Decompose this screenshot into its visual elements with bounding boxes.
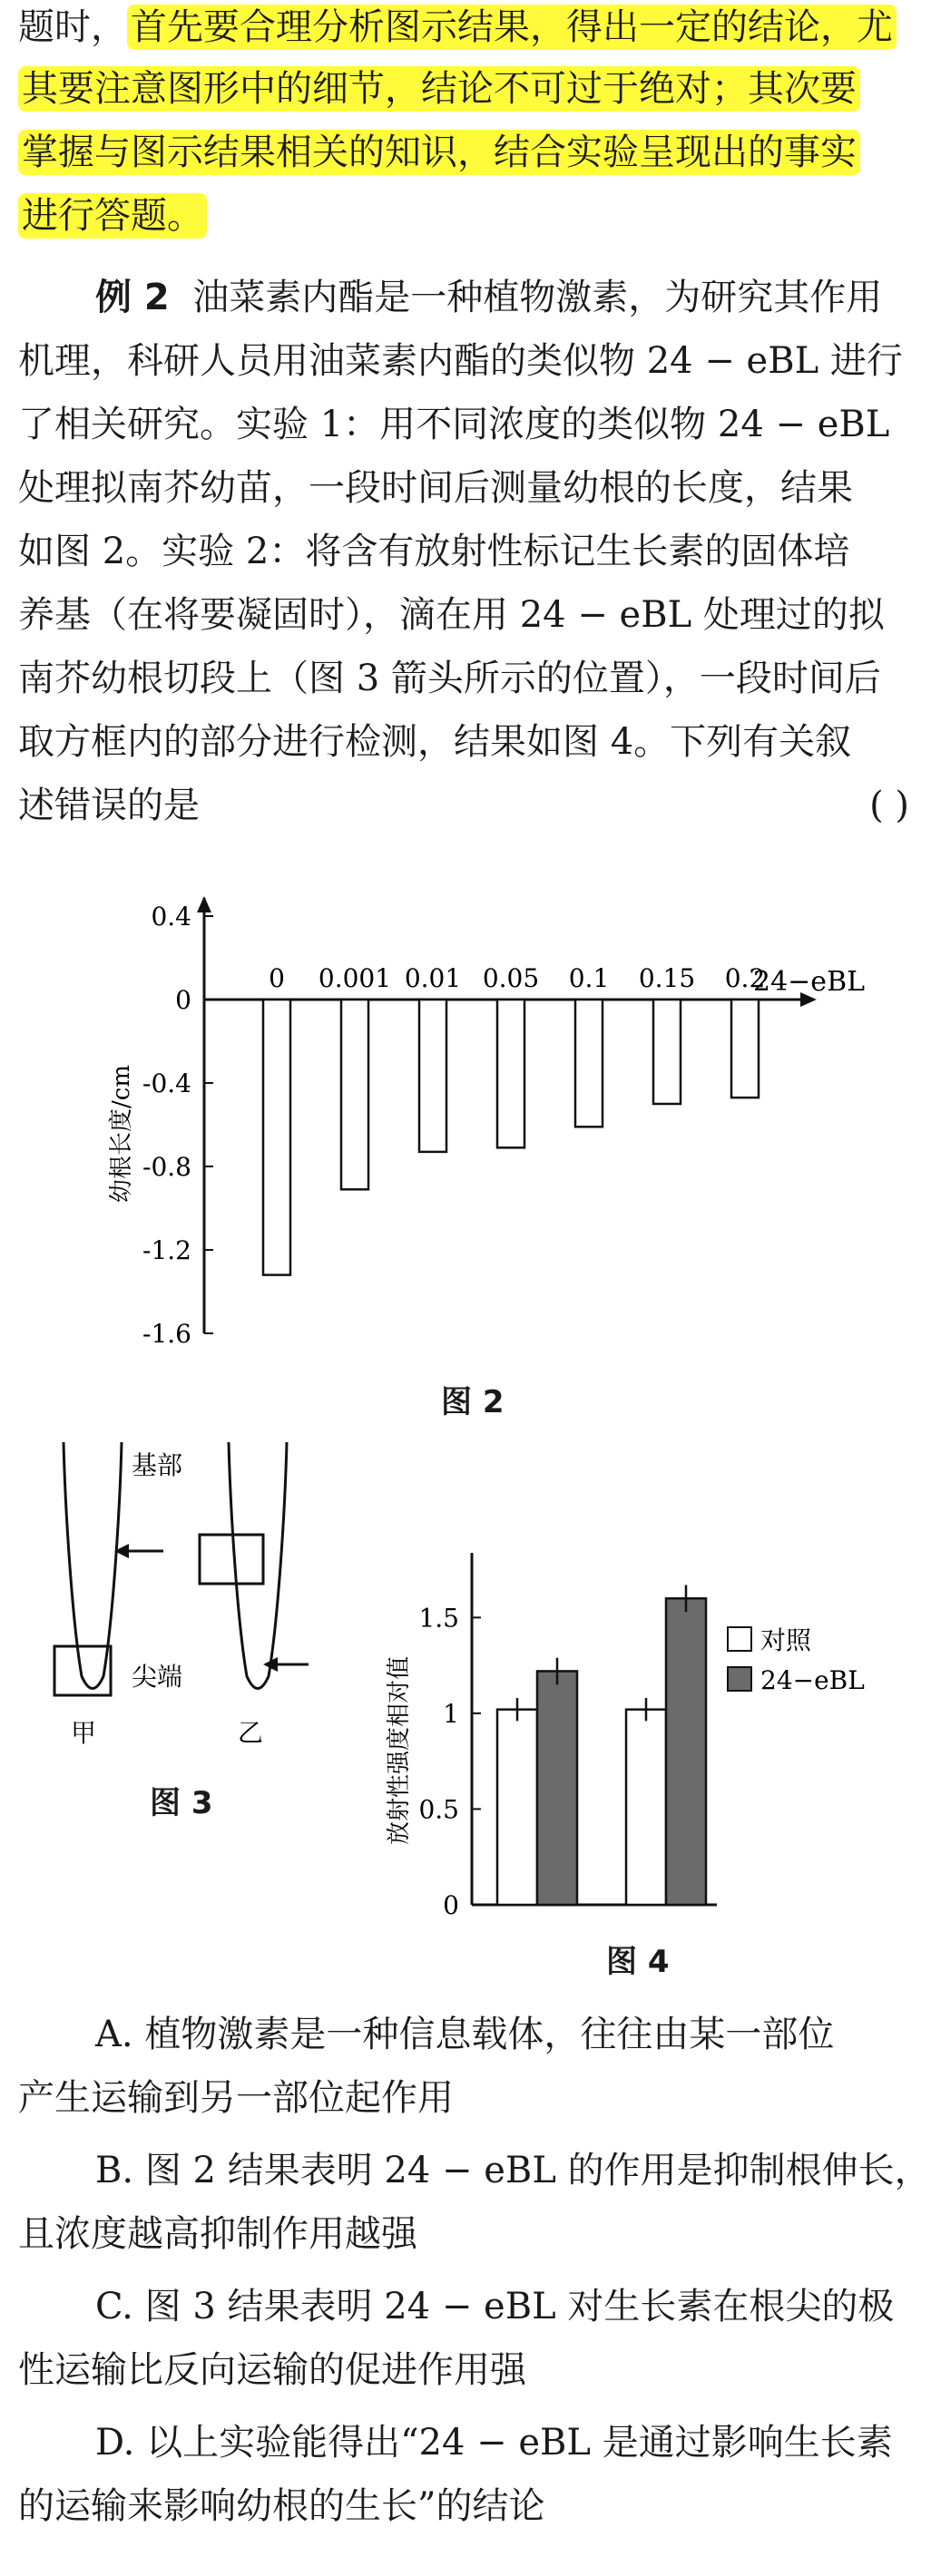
fig2-y-axis-arrow-icon bbox=[197, 896, 211, 912]
answer-paren: ( ) bbox=[869, 785, 909, 826]
fig2-category-label: 0.15 bbox=[638, 963, 696, 993]
arrow-left-icon bbox=[114, 1544, 163, 1558]
example-line-6: 南芥幼根切段上（图 3 箭头所示的位置），一段时间后 bbox=[18, 658, 881, 699]
root-jia-box bbox=[54, 1646, 111, 1695]
intro-line-4 bbox=[18, 190, 207, 241]
fig4-bar bbox=[626, 1710, 666, 1905]
root-jia-shape bbox=[64, 1442, 122, 1689]
example-line-2: 了相关研究。实验 1：用不同浓度的类似物 24 − eBL bbox=[18, 404, 890, 445]
fig4-bar bbox=[497, 1710, 537, 1905]
example-text-0: 油菜素内酯是一种植物激素，为研究其作用 bbox=[192, 277, 883, 318]
intro-line-1 bbox=[18, 2, 897, 53]
legend-label-treat: 24−eBL bbox=[760, 1665, 865, 1695]
fig4-y-tick-label: 0.5 bbox=[418, 1794, 459, 1825]
fig2-y-tick-label: 0.4 bbox=[151, 902, 191, 932]
example-line-1: 机理，科研人员用油菜素内酯的类似物 24 − eBL 进行 bbox=[18, 340, 903, 382]
fig4-bar bbox=[537, 1671, 577, 1905]
intro-highlight-2: 其要注意图形中的细节，结论不可过于绝对；其次要 bbox=[18, 66, 860, 112]
fig4-legend bbox=[728, 1625, 865, 1695]
example-line-3: 处理拟南芥幼苗，一段时间后测量幼根的长度，结果 bbox=[18, 467, 853, 509]
intro-highlight-3: 掌握与图示结果相关的知识，结合实验呈现出的事实 bbox=[18, 130, 860, 175]
fig3-caption: 图 3 bbox=[150, 1785, 213, 1821]
fig4-y-tick-label: 0 bbox=[443, 1890, 459, 1920]
example-label: 例 2 bbox=[95, 277, 170, 318]
fig2-bar bbox=[341, 1000, 368, 1189]
fig2-y-tick-label: -1.2 bbox=[142, 1235, 191, 1265]
fig2-category-label: 0.001 bbox=[318, 963, 392, 993]
example-line-0 bbox=[95, 272, 882, 323]
option-c-line-1: C. 图 3 结果表明 24 − eBL 对生长素在根尖的极 bbox=[95, 2286, 895, 2327]
fig2-category-label: 0.01 bbox=[404, 963, 462, 993]
root-yi-shape bbox=[229, 1442, 287, 1689]
option-c-line-2: 性运输比反向运输的促进作用强 bbox=[18, 2349, 526, 2391]
fig2-y-tick-label: -0.4 bbox=[142, 1068, 191, 1098]
option-a-line-1: A. 植物激素是一种信息载体，往往由某一部位 bbox=[95, 2014, 835, 2055]
fig2-y-tick-label: -0.8 bbox=[142, 1152, 191, 1182]
figure-4-chart bbox=[363, 1542, 907, 1923]
fig3-label-jia: 甲 bbox=[71, 1718, 97, 1748]
option-a-line-2: 产生运输到另一部位起作用 bbox=[18, 2077, 454, 2119]
figure-3-diagram bbox=[27, 1442, 336, 1769]
fig2-caption: 图 2 bbox=[441, 1384, 505, 1420]
fig2-y-tick-label: -1.6 bbox=[142, 1319, 191, 1349]
example-line-4: 如图 2。实验 2：将含有放射性标记生长素的固体培 bbox=[18, 531, 850, 572]
intro-line-1-start: 题时， bbox=[18, 6, 127, 48]
fig2-bar bbox=[731, 1000, 759, 1098]
intro-highlight-4: 进行答题。 bbox=[18, 193, 207, 239]
option-b-line-2: 且浓度越高抑制作用越强 bbox=[18, 2213, 417, 2255]
fig2-bar bbox=[263, 1000, 290, 1275]
fig4-y-tick-label: 1.5 bbox=[418, 1603, 459, 1634]
legend-swatch-treat bbox=[728, 1667, 751, 1691]
fig2-bar bbox=[575, 1000, 603, 1127]
fig4-y-label: 放射性强度相对值 bbox=[386, 1655, 413, 1846]
fig3-label-yi: 乙 bbox=[238, 1718, 264, 1748]
fig4-y-tick-label: 1 bbox=[443, 1698, 459, 1729]
fig3-label-base: 基部 bbox=[132, 1450, 183, 1480]
fig2-category-label: 0 bbox=[269, 963, 285, 993]
intro-highlight-1: 首先要合理分析图示结果，得出一定的结论，尤 bbox=[127, 5, 897, 50]
fig2-bar bbox=[497, 1000, 524, 1147]
fig2-y-label: 幼根长度/cm bbox=[108, 1065, 135, 1203]
intro-line-2 bbox=[18, 63, 860, 114]
fig2-bar bbox=[653, 1000, 681, 1104]
fig2-category-label: 0.2 bbox=[724, 963, 766, 993]
fig3-label-tip: 尖端 bbox=[132, 1662, 183, 1692]
option-d-line-2: 的运输来影响幼根的生长”的结论 bbox=[18, 2485, 545, 2527]
fig2-bar bbox=[419, 1000, 446, 1152]
intro-line-3 bbox=[18, 127, 860, 178]
legend-label-control: 对照 bbox=[760, 1625, 812, 1655]
fig2-x-label: 24−eBL bbox=[753, 966, 866, 998]
option-d-line-1: D. 以上实验能得出“24 − eBL 是通过影响生长素 bbox=[95, 2422, 893, 2464]
example-line-5: 养基（在将要凝固时），滴在用 24 − eBL 处理过的拟 bbox=[18, 594, 885, 636]
fig2-y-tick-label: 0 bbox=[175, 985, 191, 1015]
fig2-category-label: 0.1 bbox=[568, 963, 610, 993]
legend-swatch-control bbox=[728, 1627, 751, 1651]
example-line-8: 述错误的是 bbox=[18, 785, 200, 826]
root-yi-box bbox=[200, 1535, 263, 1584]
example-line-7: 取方框内的部分进行检测，结果如图 4。下列有关叙 bbox=[18, 721, 852, 763]
fig4-caption: 图 4 bbox=[606, 1944, 670, 1980]
figure-2-chart bbox=[91, 898, 866, 1370]
fig4-bar bbox=[666, 1598, 706, 1905]
option-b-line-1: B. 图 2 结果表明 24 − eBL 的作用是抑制根伸长， bbox=[95, 2150, 931, 2191]
fig2-category-label: 0.05 bbox=[482, 963, 540, 993]
